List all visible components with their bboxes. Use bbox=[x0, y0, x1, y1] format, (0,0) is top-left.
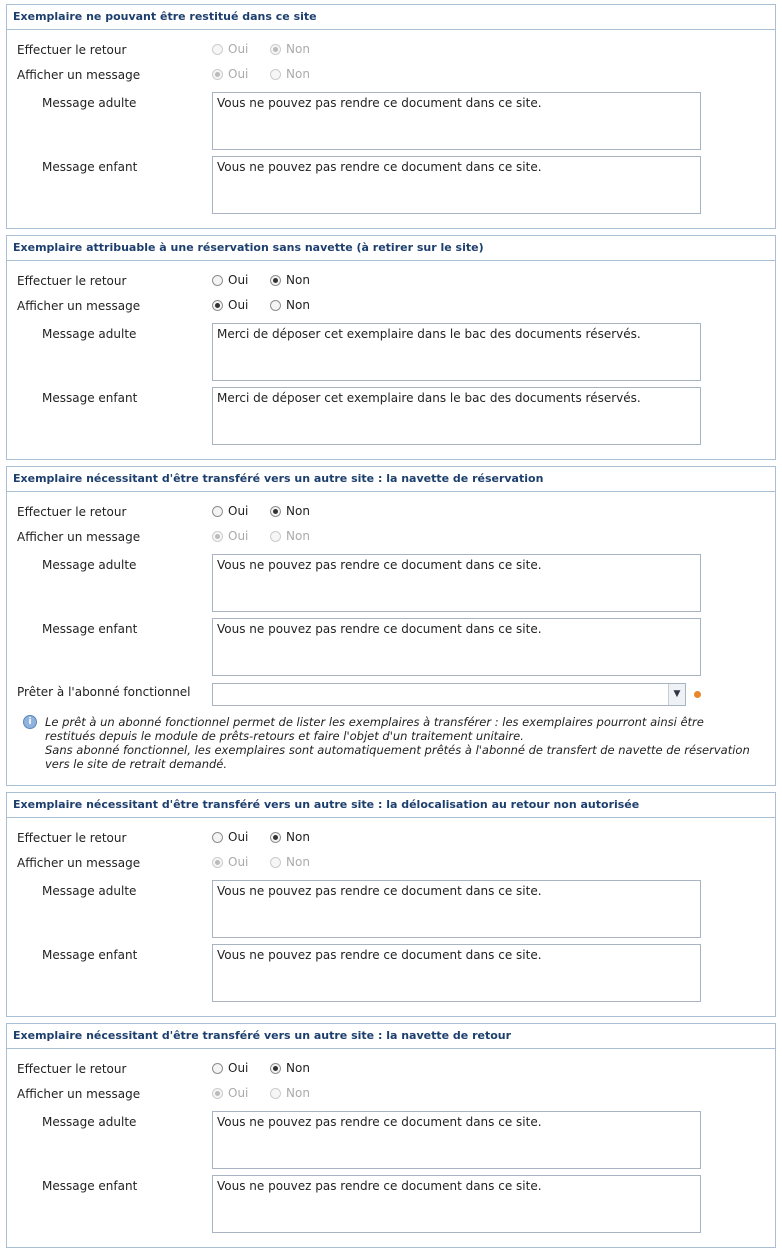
retour-radio-non[interactable] bbox=[270, 273, 328, 287]
message-radio-group bbox=[212, 67, 328, 81]
radio-label: Non bbox=[286, 1086, 310, 1100]
message-radio-group bbox=[212, 1086, 328, 1100]
radio-label: Non bbox=[286, 1061, 310, 1075]
section-2 bbox=[6, 235, 776, 460]
section-title: Exemplaire nécessitant d'être transféré vers un autre site : la navette de réservation bbox=[7, 467, 775, 492]
retour-radio-oui[interactable] bbox=[212, 830, 270, 844]
message-radio-non bbox=[270, 1086, 328, 1100]
radio-circle-icon bbox=[212, 69, 223, 80]
radio-circle-icon bbox=[212, 857, 223, 868]
row-effectuer-retour bbox=[7, 500, 775, 525]
row-effectuer-retour bbox=[7, 1057, 775, 1082]
info-text: Sans abonné fonctionnel, les exemplaires sont automatiquement prêtés à l'abonné de transfert de navette de réservation vers le site de retrait demandé. bbox=[45, 743, 750, 771]
field-label: Effectuer le retour bbox=[17, 43, 127, 57]
info-note bbox=[7, 715, 775, 771]
radio-circle-icon bbox=[270, 531, 281, 542]
radio-circle-icon bbox=[270, 857, 281, 868]
message-enfant-textarea[interactable]: Vous ne pouvez pas rendre ce document dans ce site. bbox=[212, 156, 701, 214]
radio-circle-icon bbox=[212, 531, 223, 542]
row-effectuer-retour bbox=[7, 269, 775, 294]
message-radio-group bbox=[212, 298, 328, 312]
radio-circle-icon bbox=[212, 44, 223, 55]
radio-label: Oui bbox=[228, 1061, 249, 1075]
message-radio-non bbox=[270, 67, 328, 81]
retour-radio-group bbox=[212, 830, 328, 844]
field-label: Message adulte bbox=[42, 558, 137, 572]
retour-radio-non bbox=[270, 42, 328, 56]
radio-label: Oui bbox=[228, 855, 249, 869]
required-icon bbox=[694, 691, 701, 698]
message-adulte-textarea[interactable]: Vous ne pouvez pas rendre ce document dans ce site. bbox=[212, 554, 701, 612]
radio-label: Non bbox=[286, 529, 310, 543]
section-title: Exemplaire ne pouvant être restitué dans ce site bbox=[7, 5, 775, 30]
radio-label: Non bbox=[286, 830, 310, 844]
message-radio-oui[interactable] bbox=[212, 298, 270, 312]
field-label: Message enfant bbox=[42, 391, 138, 405]
field-label: Afficher un message bbox=[17, 1087, 141, 1101]
row-afficher-message bbox=[7, 525, 775, 550]
field-label: Message adulte bbox=[42, 96, 137, 110]
message-radio-oui bbox=[212, 855, 270, 869]
section-4 bbox=[6, 792, 776, 1017]
radio-circle-icon[interactable] bbox=[212, 506, 223, 517]
field-label: Afficher un message bbox=[17, 68, 141, 82]
radio-label: Non bbox=[286, 67, 310, 81]
field-label: Effectuer le retour bbox=[17, 274, 127, 288]
row-effectuer-retour bbox=[7, 38, 775, 63]
field-label: Effectuer le retour bbox=[17, 831, 127, 845]
retour-radio-oui[interactable] bbox=[212, 504, 270, 518]
field-label: Message adulte bbox=[42, 1115, 137, 1129]
info-icon: i bbox=[23, 715, 37, 729]
retour-radio-group bbox=[212, 504, 328, 518]
message-enfant-textarea[interactable]: Vous ne pouvez pas rendre ce document dans ce site. bbox=[212, 618, 701, 676]
row-afficher-message bbox=[7, 1082, 775, 1107]
section-title: Exemplaire nécessitant d'être transféré vers un autre site : la navette de retour bbox=[7, 1024, 775, 1049]
radio-label: Non bbox=[286, 42, 310, 56]
radio-label: Non bbox=[286, 855, 310, 869]
field-label: Message adulte bbox=[42, 884, 137, 898]
section-title: Exemplaire attribuable à une réservation sans navette (à retirer sur le site) bbox=[7, 236, 775, 261]
section-5 bbox=[6, 1023, 776, 1248]
retour-radio-group bbox=[212, 42, 328, 56]
radio-circle-icon[interactable] bbox=[212, 275, 223, 286]
field-label: Afficher un message bbox=[17, 299, 141, 313]
field-label: Effectuer le retour bbox=[17, 1062, 127, 1076]
field-label: Effectuer le retour bbox=[17, 505, 127, 519]
radio-label: Oui bbox=[228, 67, 249, 81]
retour-radio-group bbox=[212, 273, 328, 287]
row-effectuer-retour bbox=[7, 826, 775, 851]
field-label: Afficher un message bbox=[17, 530, 141, 544]
radio-label: Oui bbox=[228, 42, 249, 56]
message-radio-oui bbox=[212, 529, 270, 543]
radio-label: Oui bbox=[228, 1086, 249, 1100]
message-radio-non[interactable] bbox=[270, 298, 328, 312]
radio-label: Non bbox=[286, 504, 310, 518]
row-afficher-message bbox=[7, 63, 775, 88]
message-enfant-textarea[interactable]: Vous ne pouvez pas rendre ce document dans ce site. bbox=[212, 944, 701, 1002]
chevron-down-icon[interactable]: ▼ bbox=[668, 684, 685, 705]
retour-radio-oui[interactable] bbox=[212, 273, 270, 287]
retour-radio-non[interactable] bbox=[270, 830, 328, 844]
radio-circle-icon bbox=[270, 69, 281, 80]
radio-label: Oui bbox=[228, 273, 249, 287]
field-label: Message enfant bbox=[42, 1179, 138, 1193]
message-radio-non bbox=[270, 855, 328, 869]
message-adulte-textarea[interactable]: Vous ne pouvez pas rendre ce document dans ce site. bbox=[212, 880, 701, 938]
radio-circle-icon[interactable] bbox=[212, 300, 223, 311]
field-label: Prêter à l'abonné fonctionnel bbox=[17, 685, 191, 699]
message-adulte-textarea[interactable]: Merci de déposer cet exemplaire dans le bac des documents réservés. bbox=[212, 323, 701, 381]
radio-circle-icon[interactable] bbox=[270, 275, 281, 286]
abonne-fonctionnel-select[interactable] bbox=[212, 683, 686, 706]
message-radio-group bbox=[212, 855, 328, 869]
field-label: Message adulte bbox=[42, 327, 137, 341]
radio-circle-icon[interactable] bbox=[270, 1063, 281, 1074]
radio-circle-icon[interactable] bbox=[270, 506, 281, 517]
row-afficher-message bbox=[7, 851, 775, 876]
field-label: Afficher un message bbox=[17, 856, 141, 870]
radio-label: Oui bbox=[228, 504, 249, 518]
section-title: Exemplaire nécessitant d'être transféré vers un autre site : la délocalisation au retour non autorisée bbox=[7, 793, 775, 818]
message-radio-oui bbox=[212, 67, 270, 81]
radio-circle-icon bbox=[270, 44, 281, 55]
section-3 bbox=[6, 466, 776, 786]
message-enfant-textarea[interactable]: Merci de déposer cet exemplaire dans le bac des documents réservés. bbox=[212, 387, 701, 445]
radio-circle-icon[interactable] bbox=[270, 300, 281, 311]
radio-circle-icon[interactable] bbox=[212, 1063, 223, 1074]
radio-circle-icon bbox=[270, 1088, 281, 1099]
message-adulte-textarea[interactable]: Vous ne pouvez pas rendre ce document dans ce site. bbox=[212, 92, 701, 150]
radio-label: Non bbox=[286, 273, 310, 287]
field-label: Message enfant bbox=[42, 622, 138, 636]
radio-circle-icon[interactable] bbox=[212, 832, 223, 843]
radio-label: Oui bbox=[228, 529, 249, 543]
info-text: Le prêt à un abonné fonctionnel permet de lister les exemplaires à transférer : les exemplaires pourront ainsi être restitués depuis le module de prêts-retours et faire l'objet d'un traitement unitaire. bbox=[45, 715, 704, 743]
radio-circle-icon[interactable] bbox=[270, 832, 281, 843]
radio-label: Non bbox=[286, 298, 310, 312]
row-afficher-message bbox=[7, 294, 775, 319]
retour-radio-non[interactable] bbox=[270, 1061, 328, 1075]
retour-radio-group bbox=[212, 1061, 328, 1075]
message-radio-oui bbox=[212, 1086, 270, 1100]
retour-radio-oui[interactable] bbox=[212, 1061, 270, 1075]
radio-label: Oui bbox=[228, 830, 249, 844]
radio-circle-icon bbox=[212, 1088, 223, 1099]
message-radio-group bbox=[212, 529, 328, 543]
retour-radio-oui bbox=[212, 42, 270, 56]
section-1 bbox=[6, 4, 776, 229]
message-radio-non bbox=[270, 529, 328, 543]
message-enfant-textarea[interactable]: Vous ne pouvez pas rendre ce document dans ce site. bbox=[212, 1175, 701, 1233]
field-label: Message enfant bbox=[42, 948, 138, 962]
message-adulte-textarea[interactable]: Vous ne pouvez pas rendre ce document dans ce site. bbox=[212, 1111, 701, 1169]
field-label: Message enfant bbox=[42, 160, 138, 174]
radio-label: Oui bbox=[228, 298, 249, 312]
retour-radio-non[interactable] bbox=[270, 504, 328, 518]
